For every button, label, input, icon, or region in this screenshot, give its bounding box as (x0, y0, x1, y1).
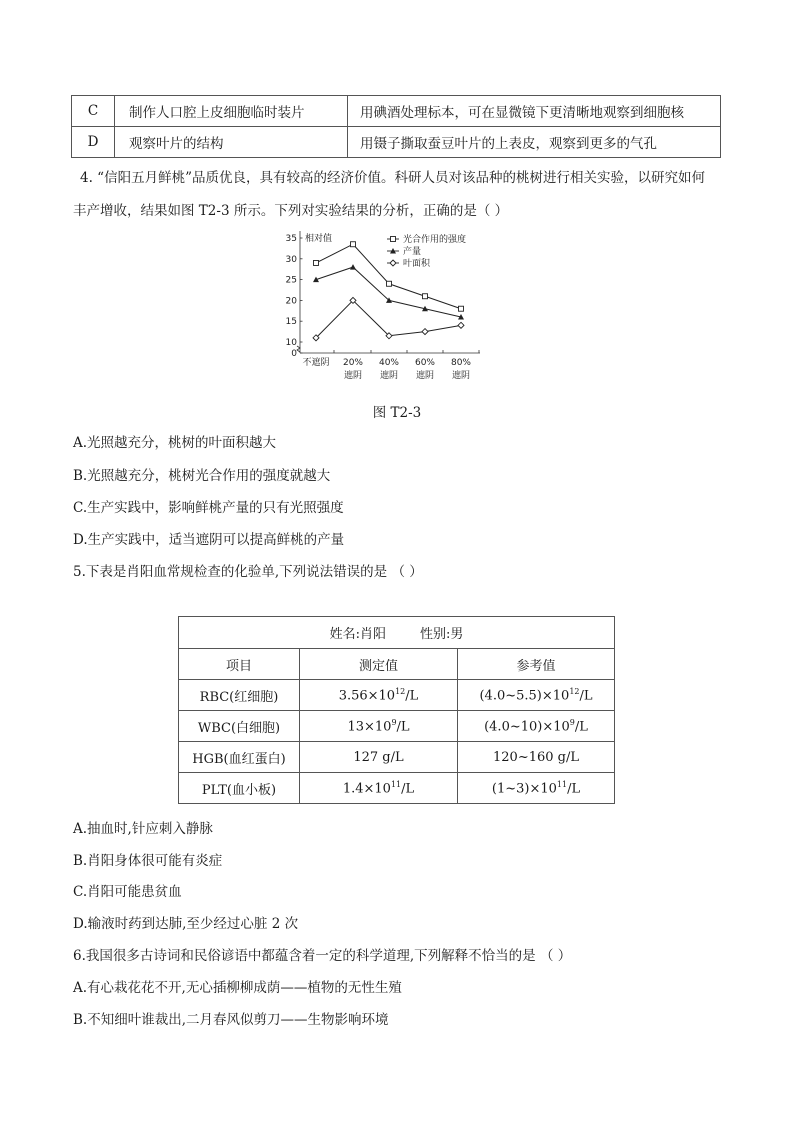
measured-cell: $13\times 10^9/L$ (300, 711, 458, 742)
column-header: 测定值 (300, 649, 458, 680)
q4-chart (283, 226, 523, 388)
table-row (179, 617, 615, 649)
q6-stem: 6.我国很多古诗词和民俗谚语中都蕴含着一定的科学道理,下列解释不恰当的是 （ ） (73, 948, 572, 964)
q6-option-a: A.有心栽花花不开,无心插柳柳成荫——植物的无性生殖 (73, 980, 402, 996)
x-tick-label: 遮阴 (415, 371, 435, 381)
blood-test-table (178, 616, 615, 804)
measured-cell: $3.56\times 10^{12}/L$ (300, 680, 458, 711)
q4-stem-line1: 4. “信阳五月鲜桃”品质优良，具有较高的经济价值。科研人员对该品种的桃树进行相关实验，以研究如何 (80, 170, 705, 186)
q4-option-a: A.光照越充分，桃树的叶面积越大 (73, 435, 277, 451)
x-tick-label: 40% (378, 358, 400, 368)
series-line (316, 267, 461, 317)
q6-option-b: B.不知细叶谁裁出,二月春风似剪刀——生物影响环境 (73, 1012, 389, 1028)
table-row (179, 742, 615, 773)
q5-option-c: C.肖阳可能患贫血 (73, 884, 182, 900)
table-row (72, 96, 721, 127)
patient-name: 姓名:肖阳 (329, 627, 386, 642)
experiment-table (71, 95, 721, 158)
legend-label: 产量 (403, 247, 422, 257)
table-row (179, 711, 615, 742)
y-tick-label: 20 (285, 296, 297, 307)
description-cell: 用碘酒处理标本，可在显微镜下更清晰地观察到细胞核 (348, 96, 721, 127)
table-header-row (179, 649, 615, 680)
x-tick-label: 60% (414, 358, 436, 368)
item-cell: PLT(血小板) (179, 773, 300, 804)
data-point (423, 294, 428, 299)
patient-info-cell (179, 617, 615, 649)
y-tick-label: 30 (285, 254, 297, 265)
axis-break (297, 346, 300, 352)
q4-option-c: C.生产实践中，影响鲜桃产量的只有光照强度 (73, 500, 344, 516)
column-header: 项目 (179, 649, 300, 680)
figure-caption: 图 T2-3 (372, 405, 422, 421)
legend-label: 光合作用的强度 (403, 235, 467, 245)
x-tick-label: 遮阴 (343, 371, 363, 381)
line-chart (283, 226, 523, 388)
q4-option-b: B.光照越充分，桃树光合作用的强度就越大 (73, 468, 331, 484)
x-tick-label: 遮阴 (451, 371, 471, 381)
data-point (350, 264, 356, 270)
data-point (314, 260, 319, 265)
description-cell: 用镊子撕取蚕豆叶片的上表皮，观察到更多的气孔 (348, 127, 721, 158)
data-point (391, 237, 396, 242)
x-tick-label: 遮阴 (379, 371, 399, 381)
y-tick-label: 25 (285, 275, 297, 286)
data-point (387, 281, 392, 286)
measured-cell: $1.4\times 10^{11}/L$ (300, 773, 458, 804)
measured-cell: 127 g/L (300, 742, 458, 773)
table-row (179, 680, 615, 711)
table-row (72, 127, 721, 158)
option-cell: D (72, 127, 115, 158)
x-tick-label: 80% (450, 358, 472, 368)
y-tick-label: 10 (285, 338, 297, 348)
q5-stem: 5.下表是肖阳血常规检查的化验单,下列说法错误的是 （ ） (73, 564, 423, 580)
data-point (422, 329, 428, 335)
q5-option-d: D.输液时药到达肺,至少经过心脏 2 次 (73, 916, 299, 932)
experiment-cell: 制作人口腔上皮细胞临时装片 (115, 96, 348, 127)
q5-option-a: A.抽血时,针应刺入静脉 (73, 821, 213, 837)
reference-cell: $(4.0\sim 5.5)\times 10^{12}/L$ (458, 680, 615, 711)
x-tick-label: 不遮阴 (302, 358, 330, 368)
q4-option-d: D.生产实践中，适当遮阴可以提高鲜桃的产量 (73, 532, 345, 548)
data-point (390, 260, 396, 266)
y-tick-label: 15 (285, 317, 297, 328)
y-tick-label: 0 (291, 349, 297, 359)
data-point (458, 322, 464, 328)
q4-stem-line2: 丰产增收，结果如图 T2-3 所示。下列对实验结果的分析，正确的是（ ） (73, 203, 509, 219)
data-point (459, 306, 464, 311)
item-cell: WBC(白细胞) (179, 711, 300, 742)
item-cell: RBC(红细胞) (179, 680, 300, 711)
experiment-cell: 观察叶片的结构 (115, 127, 348, 158)
reference-cell: 120~160 g/L (458, 742, 615, 773)
series-line (316, 300, 461, 337)
x-tick-label: 20% (342, 358, 364, 368)
y-axis-label: 相对值 (305, 234, 333, 244)
table-row (179, 773, 615, 804)
column-header: 参考值 (458, 649, 615, 680)
data-point (351, 242, 356, 247)
reference-cell: $(4.0\sim 10)\times 10^9/L$ (458, 711, 615, 742)
y-tick-label: 35 (285, 234, 297, 244)
q5-option-b: B.肖阳身体很可能有炎症 (73, 853, 223, 869)
option-cell: C (72, 96, 115, 127)
reference-cell: $(1\sim 3)\times 10^{11}/L$ (458, 773, 615, 804)
patient-gender: 性别:男 (420, 627, 464, 642)
item-cell: HGB(血红蛋白) (179, 742, 300, 773)
legend-label: 叶面积 (403, 259, 431, 269)
